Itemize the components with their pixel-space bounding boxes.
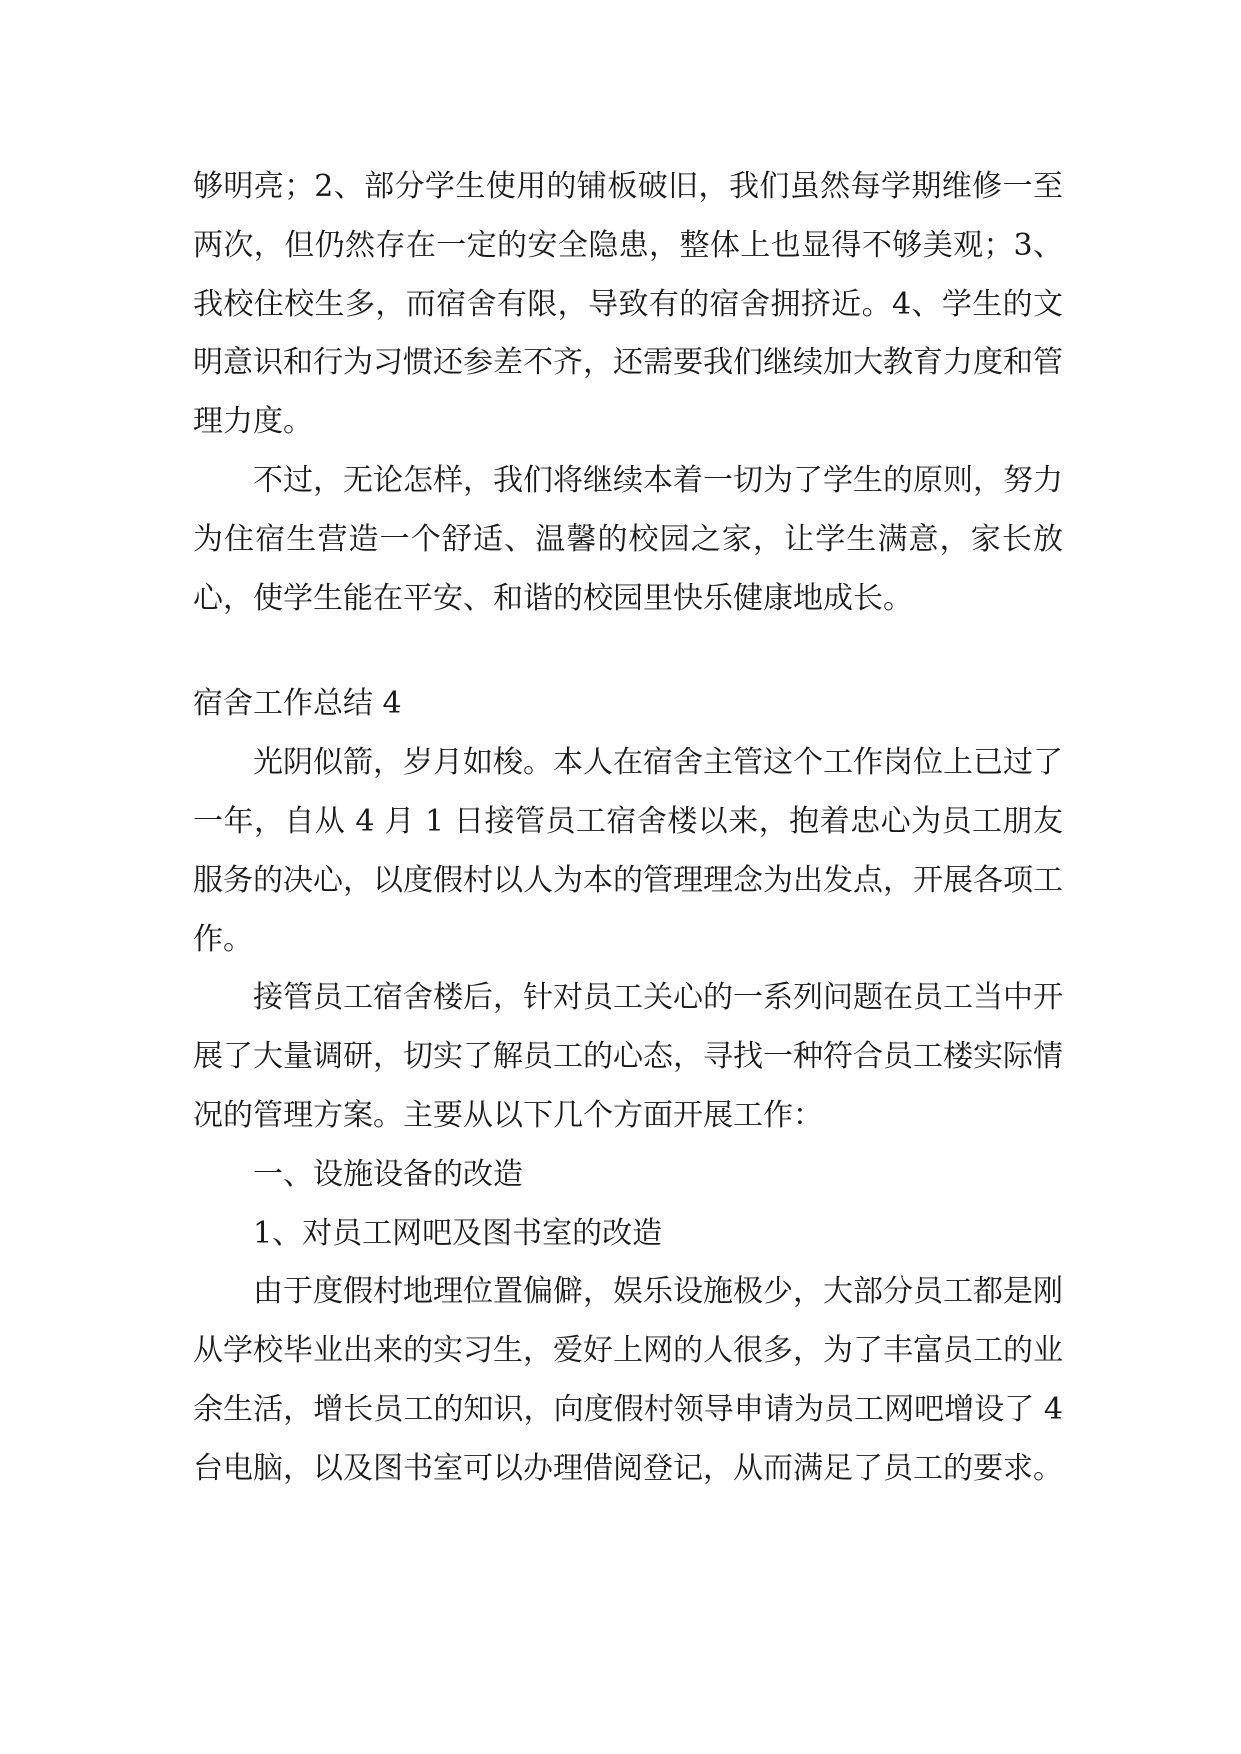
subheading: 一、设施设备的改造 [253,1156,523,1192]
document-body [193,158,1063,1499]
section-heading: 宿舍工作总结 4 [193,686,402,722]
paragraph: 光阴似箭，岁月如梭。本人在宿舍主管这个工作岗位上已过了一年，自从 4 月 1 日接管员工宿舍楼以来，抱着忠心为员工朋友服务的决心，以度假村以人为本的管理理念为出发点，开展各项工作。 [193,745,1063,957]
paragraph: 不过，无论怎样，我们将继续本着一切为了学生的原则，努力为住宿生营造一个舒适、温馨的校园之家，让学生满意，家长放心，使学生能在平安、和谐的校园里快乐健康地成长。 [193,462,1063,616]
paragraph: 由于度假村地理位置偏僻，娱乐设施极少，大部分员工都是刚从学校毕业出来的实习生，爱好上网的人很多，为了丰富员工的业余生活，增长员工的知识，向度假村领导申请为员工网吧增设了 4 台电脑，以及图书室可以办理借阅登记，从而满足了员工的要求。 [193,1274,1063,1486]
subheading: 1、对员工网吧及图书室的改造 [253,1215,663,1251]
section-gap [193,628,1063,675]
paragraph: 接管员工宿舍楼后，针对员工关心的一系列问题在员工当中开展了大量调研，切实了解员工的心态，寻找一种符合员工楼实际情况的管理方案。主要从以下几个方面开展工作： [193,980,1063,1133]
paragraph-continued: 够明亮；2、部分学生使用的铺板破旧，我们虽然每学期维修一至两次，但仍然存在一定的安全隐患，整体上也显得不够美观；3、我校住校生多，而宿舍有限，导致有的宿舍拥挤近。4、学生的文明意识和行为习惯还参差不齐，还需要我们继续加大教育力度和管理力度。 [193,169,1063,440]
